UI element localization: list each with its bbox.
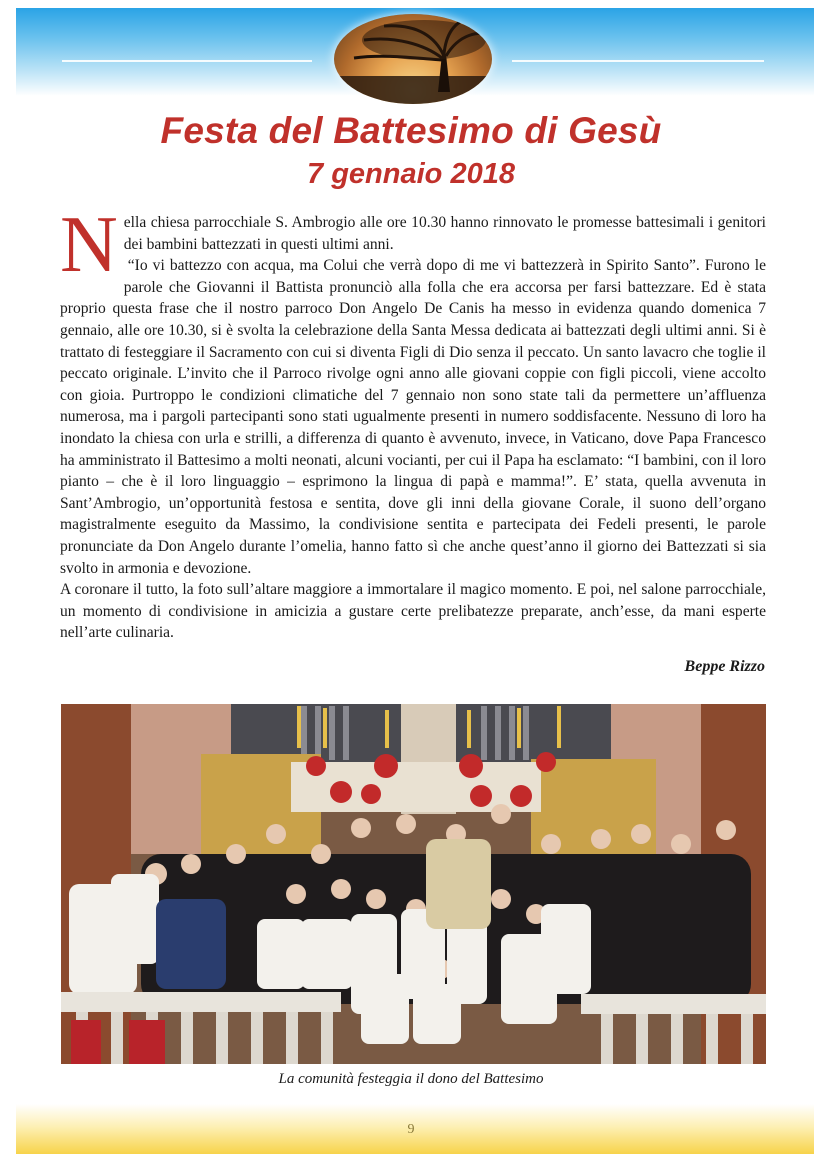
article-title: Festa del Battesimo di Gesù [160, 110, 662, 151]
page-number: 9 [407, 1122, 415, 1137]
paragraph-1 [60, 201, 766, 289]
photo-caption: La comunità festeggia il dono del Battesimo [278, 1071, 544, 1087]
paragraph-2-text: “Io vi battezzo con acqua, ma Colui che verrà dopo di me vi battezzerà in Spirito Santo”. Furono le parole che Giovanni il Battista pronunciò alla folla che era accorsa per farsi battezzare. Ed è stata proprio questa frase che il nostro parroco Don Angelo De Canis ha messo in evidenza quando domenica 7 gennaio, alle ore 10.30, si è svolta la celebrazione della Santa Messa dedicata ai battezzati degli ultimi anni. Si è trattato di festeggiare il Sacramento con cui si diventa Figli di Dio senza il peccato. Un santo lavacro che toglie il peccato originale. L’invito che il Parroco rivolge ogni anno alle giovani coppie con figli piccoli, viene accolto con gioia. Purtroppo le condizioni climatiche del 7 gennaio non sono state tali da permettere un’affluenza numerosa, ma i pargoli partecipanti sono stati ugualmente presenti in numero soddisfacente. Nessuno di loro ha inondato la chiesa con urla e strilli, a differenza di quanto è avvenuto, invece, in Vaticano, dove Papa Francesco ha amministrato il Battesimo a molti neonati, alcuni vocianti, per cui il Papa ha esclamato: “I bambini, con il loro pianto – che è il loro linguaggio – esprimono la lingua di papà e mamma!”. E’ stata, quella avvenuta in Sant’Ambrogio, un’opportunità festosa e sentita, dove gli inni della giovane Corale, il suono dell’organo magistralmente eseguito da Massimo, la condivisione sentita e partecipata dei Fedeli presenti, le parole pronunciate da Don Angelo durante l’omelia, hanno fatto sì che anche quest’anno il giorno dei Battezzati si sia svolto in armonia e devozione. [60, 257, 766, 577]
church-group-photo-image [61, 704, 766, 1064]
paragraph-2 [60, 255, 766, 579]
tree-silhouette-icon [334, 14, 492, 104]
header-rule-left [62, 60, 312, 62]
sunset-tree-image [334, 14, 492, 104]
article-date: 7 gennaio 2018 [307, 158, 515, 190]
drop-cap: N [60, 201, 118, 289]
header-rule-right [512, 60, 764, 62]
paragraph-3: A coronare il tutto, la foto sull’altare maggiore a immortalare il magico momento. E poi, nel salone parrocchiale, un momento di condivisione in amicizia a gustare certe prelibatezze preparate, anch’esse, da mani esperte nell’arte culinaria. [60, 581, 766, 642]
author-signature: Beppe Rizzo [684, 658, 765, 675]
paragraph-1-text: ella chiesa parrocchiale S. Ambrogio alle ore 10.30 hanno rinnovato le promesse battesimali i genitori dei bambini battezzati in questi ultimi anni. [123, 214, 766, 253]
community-photo [61, 704, 766, 1064]
article-body [60, 201, 766, 644]
